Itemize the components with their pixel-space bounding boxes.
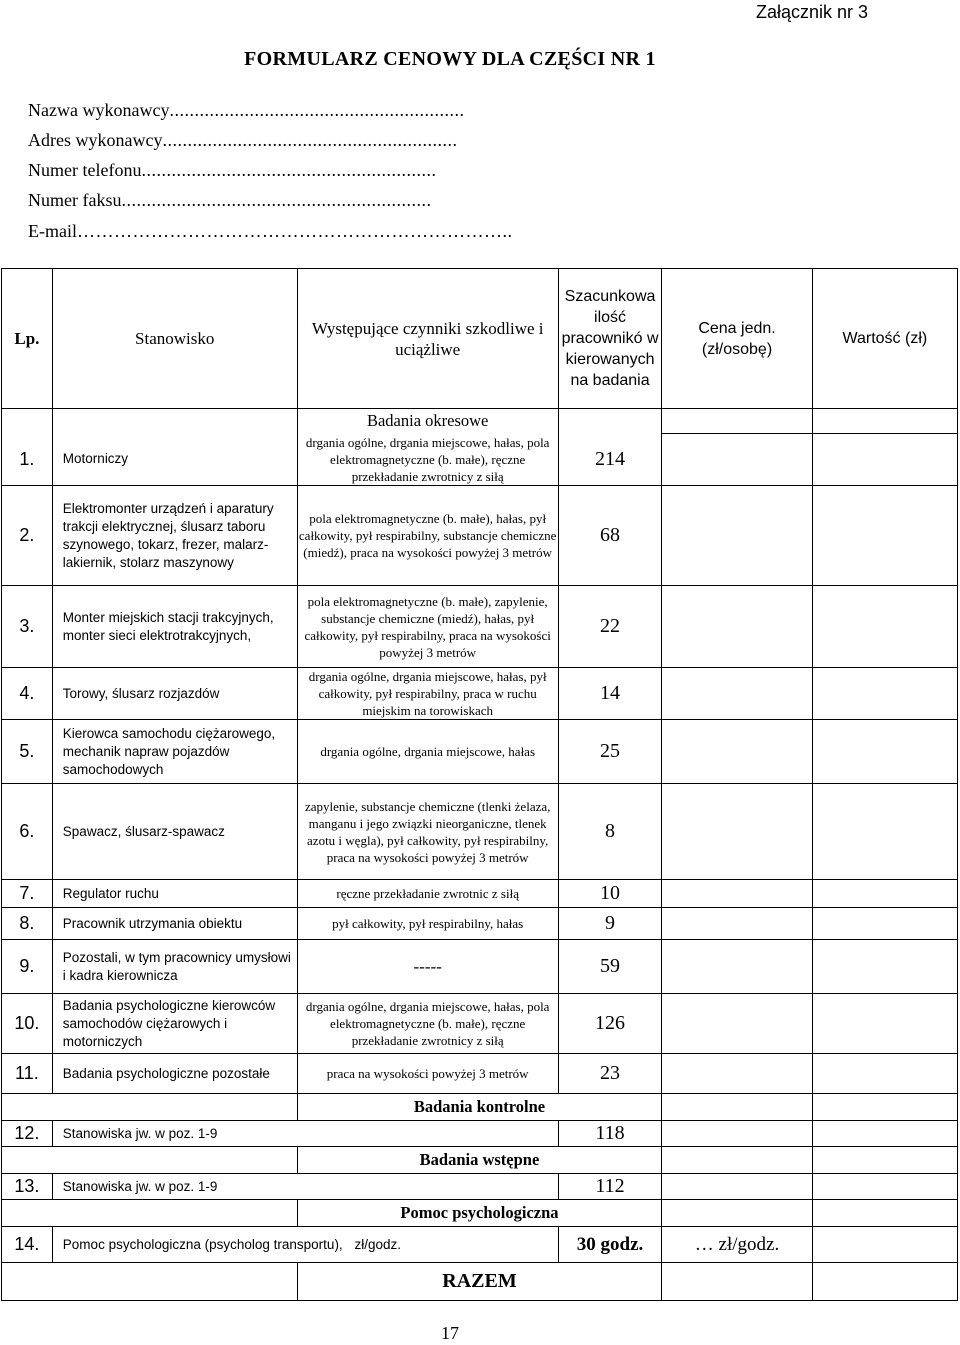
row-czynniki: drgania ogólne, drgania miejscowe, hałas, pył całkowity, pył respirabilny, praca w ruchu miejskim na torowiskach [297, 668, 558, 720]
row-stanowisko: Kierowca samochodu ciężarowego, mechanik napraw pojazdów samochodowych [52, 720, 297, 784]
row-lp: 7. [2, 880, 53, 908]
row-lp: 14. [2, 1227, 53, 1263]
row-stanowisko: Regulator ruchu [52, 880, 297, 908]
row-czynniki: ----- [297, 940, 558, 994]
row-lp: 13. [2, 1174, 53, 1200]
field-label: Numer faksu [28, 190, 122, 210]
fill-dots: ........................................................... [141, 160, 437, 180]
row-stanowisko: Pracownik utrzymania obiektu [52, 908, 297, 940]
row-stanowisko: Stanowiska jw. w poz. 1-9 [52, 1121, 558, 1147]
row-wartosc-input[interactable] [812, 1121, 957, 1147]
blank-cell [662, 1200, 812, 1227]
blank-cell [2, 409, 53, 434]
table-row [2, 908, 958, 940]
price-table [1, 268, 958, 1301]
blank-cell [812, 1094, 957, 1121]
row-wartosc-input[interactable] [812, 434, 957, 486]
row-lp: 5. [2, 720, 53, 784]
table-row [2, 668, 958, 720]
contractor-name-line [28, 100, 464, 121]
row-czynniki: pola elektromagnetyczne (b. małe), zapylenie, substancje chemiczne (miedź), hałas, pył całkowity, pył respirabilny, praca na wysokości powyżej 3 metrów [297, 586, 558, 668]
total-label: RAZEM [297, 1263, 662, 1301]
row-cena-input[interactable] [662, 784, 812, 880]
row-cena-input[interactable] [662, 586, 812, 668]
row-cena-input[interactable] [662, 720, 812, 784]
row-ilosc: 9 [558, 908, 662, 940]
row-lp: 3. [2, 586, 53, 668]
table-row [2, 1227, 958, 1263]
row-czynniki: drgania ogólne, drgania miejscowe, hałas, pola elektromagnetyczne (b. małe), ręczne przekładanie zwrotnicy z siłą [297, 434, 558, 486]
row-wartosc-input[interactable] [812, 1054, 957, 1094]
form-title: FORMULARZ CENOWY DLA CZĘŚCI NR 1 [244, 48, 656, 70]
fill-dots: …………………………………………………………….. [76, 221, 513, 241]
row-lp: 2. [2, 486, 53, 586]
row-czynniki: drgania ogólne, drgania miejscowe, hałas, pola elektromagnetyczne (b. małe), ręczne przekładanie zwrotnicy z siłą [297, 994, 558, 1054]
row-stanowisko: Motorniczy [52, 434, 297, 486]
field-label: Nazwa wykonawcy [28, 100, 170, 120]
blank-cell [662, 1147, 812, 1174]
header-cena: Cena jedn. (zł/osobę) [662, 269, 812, 409]
total-row [2, 1263, 958, 1301]
row-ilosc: 68 [558, 486, 662, 586]
section-okresowe: Badania okresowe [297, 409, 558, 434]
header-stanowisko: Stanowisko [52, 269, 297, 409]
table-row [2, 1121, 958, 1147]
row-unit: zł/godz. [354, 1236, 401, 1252]
contractor-address-line [28, 130, 457, 151]
table-row [2, 409, 958, 434]
row-cena-input[interactable] [662, 1054, 812, 1094]
row-wartosc-input[interactable] [812, 486, 957, 586]
table-row [2, 784, 958, 880]
row-czynniki: zapylenie, substancje chemiczne (tlenki żelaza, manganu i jego związki nieorganiczne, tlenek azotu i węgla), pył całkowity, pył respirabilny, praca na wysokości powyżej 3 metrów [297, 784, 558, 880]
row-czynniki: pył całkowity, pył respirabilny, hałas [297, 908, 558, 940]
row-cena-input[interactable] [662, 486, 812, 586]
row-stanowisko: Monter miejskich stacji trakcyjnych, monter sieci elektrotrakcyjnych, [52, 586, 297, 668]
row-ilosc: 118 [558, 1121, 662, 1147]
table-row [2, 486, 958, 586]
row-wartosc-input[interactable] [812, 784, 957, 880]
email-line [28, 221, 512, 242]
blank-cell [2, 1263, 298, 1301]
row-ilosc: 30 godz. [558, 1227, 662, 1263]
row-cena-input[interactable] [662, 1121, 812, 1147]
table-row [2, 880, 958, 908]
row-wartosc-input[interactable] [812, 908, 957, 940]
blank-cell [812, 1200, 957, 1227]
table-row [2, 586, 958, 668]
field-label: Adres wykonawcy [28, 130, 163, 150]
row-cena[interactable]: … zł/godz. [662, 1227, 812, 1263]
table-row [2, 940, 958, 994]
row-stanowisko: Elektromonter urządzeń i aparatury trakcji elektrycznej, ślusarz taboru szynowego, tokarz, frezer, malarz-lakiernik, stolarz maszynowy [52, 486, 297, 586]
row-czynniki: ręczne przekładanie zwrotnic z siłą [297, 880, 558, 908]
row-lp: 10. [2, 994, 53, 1054]
blank-cell [662, 409, 812, 434]
row-stanowisko-text: Pomoc psychologiczna (psycholog transportu), [62, 1236, 343, 1252]
field-label: E-mail [28, 221, 77, 241]
row-ilosc: 8 [558, 784, 662, 880]
row-ilosc: 23 [558, 1054, 662, 1094]
section-row [2, 1147, 958, 1174]
row-wartosc-input[interactable] [812, 668, 957, 720]
row-wartosc-input[interactable] [812, 1174, 957, 1200]
row-czynniki: praca na wysokości powyżej 3 metrów [297, 1054, 558, 1094]
row-stanowisko: Badania psychologiczne pozostałe [52, 1054, 297, 1094]
row-lp: 12. [2, 1121, 53, 1147]
row-stanowisko: Torowy, ślusarz rozjazdów [52, 668, 297, 720]
fill-dots: ........................................................... [162, 130, 458, 150]
row-ilosc: 126 [558, 994, 662, 1054]
table-row [2, 720, 958, 784]
row-ilosc: 25 [558, 720, 662, 784]
table-row [2, 1054, 958, 1094]
row-cena-input[interactable] [662, 908, 812, 940]
row-cena-input[interactable] [662, 880, 812, 908]
row-stanowisko: Pozostali, w tym pracownicy umysłowi i kadra kierownicza [52, 940, 297, 994]
row-lp: 9. [2, 940, 53, 994]
section-pomoc: Pomoc psychologiczna [297, 1200, 662, 1227]
section-kontrolne: Badania kontrolne [297, 1094, 662, 1121]
header-lp: Lp. [2, 269, 53, 409]
blank-cell [662, 1263, 812, 1301]
row-lp: 4. [2, 668, 53, 720]
header-ilosc: Szacunkowa ilość pracownikó w kierowanych na badania [558, 269, 662, 409]
blank-cell [812, 409, 957, 434]
attachment-label: Załącznik nr 3 [755, 2, 868, 22]
blank-cell [2, 1094, 298, 1121]
row-stanowisko: Stanowiska jw. w poz. 1-9 [52, 1174, 558, 1200]
total-value-input[interactable] [812, 1263, 957, 1301]
blank-cell [662, 1094, 812, 1121]
page-number: 17 [441, 1323, 459, 1343]
row-cena-input[interactable] [662, 668, 812, 720]
row-ilosc: 214 [558, 434, 662, 486]
section-wstepne: Badania wstępne [297, 1147, 662, 1174]
fill-dots: .............................................................. [121, 190, 432, 210]
table-row [2, 1174, 958, 1200]
row-lp: 1. [2, 434, 53, 486]
row-ilosc: 59 [558, 940, 662, 994]
row-ilosc: 22 [558, 586, 662, 668]
row-ilosc: 10 [558, 880, 662, 908]
row-wartosc-input[interactable] [812, 1227, 957, 1263]
blank-cell [812, 1147, 957, 1174]
row-wartosc-input[interactable] [812, 880, 957, 908]
row-stanowisko: Spawacz, ślusarz-spawacz [52, 784, 297, 880]
row-cena-input[interactable] [662, 994, 812, 1054]
row-lp: 11. [2, 1054, 53, 1094]
section-row [2, 1200, 958, 1227]
phone-line [28, 160, 436, 181]
field-label: Numer telefonu [28, 160, 142, 180]
fill-dots: ........................................................... [169, 100, 465, 120]
row-czynniki: pola elektromagnetyczne (b. małe), hałas, pył całkowity, pył respirabilny, substancje chemiczne (miedź), praca na wysokości powyżej 3 metrów [297, 486, 558, 586]
row-czynniki: drgania ogólne, drgania miejscowe, hałas [297, 720, 558, 784]
section-row [2, 1094, 958, 1121]
row-ilosc: 14 [558, 668, 662, 720]
table-row [2, 434, 958, 486]
row-cena-input[interactable] [662, 434, 812, 486]
header-czynniki: Występujące czynniki szkodliwe i uciążliwe [297, 269, 558, 409]
blank-cell [52, 409, 297, 434]
row-wartosc-input[interactable] [812, 586, 957, 668]
blank-cell [2, 1147, 298, 1174]
header-wartosc: Wartość (zł) [812, 269, 957, 409]
row-cena-input[interactable] [662, 1174, 812, 1200]
blank-cell [558, 409, 662, 434]
table-row [2, 994, 958, 1054]
row-wartosc-input[interactable] [812, 720, 957, 784]
blank-cell [2, 1200, 298, 1227]
row-stanowisko: Badania psychologiczne kierowców samochodów ciężarowych i motorniczych [52, 994, 297, 1054]
row-wartosc-input[interactable] [812, 994, 957, 1054]
fax-line [28, 190, 431, 211]
row-stanowisko [52, 1227, 558, 1263]
table-header-row [2, 269, 958, 409]
row-ilosc: 112 [558, 1174, 662, 1200]
row-lp: 8. [2, 908, 53, 940]
row-wartosc-input[interactable] [812, 940, 957, 994]
row-cena-input[interactable] [662, 940, 812, 994]
row-lp: 6. [2, 784, 53, 880]
